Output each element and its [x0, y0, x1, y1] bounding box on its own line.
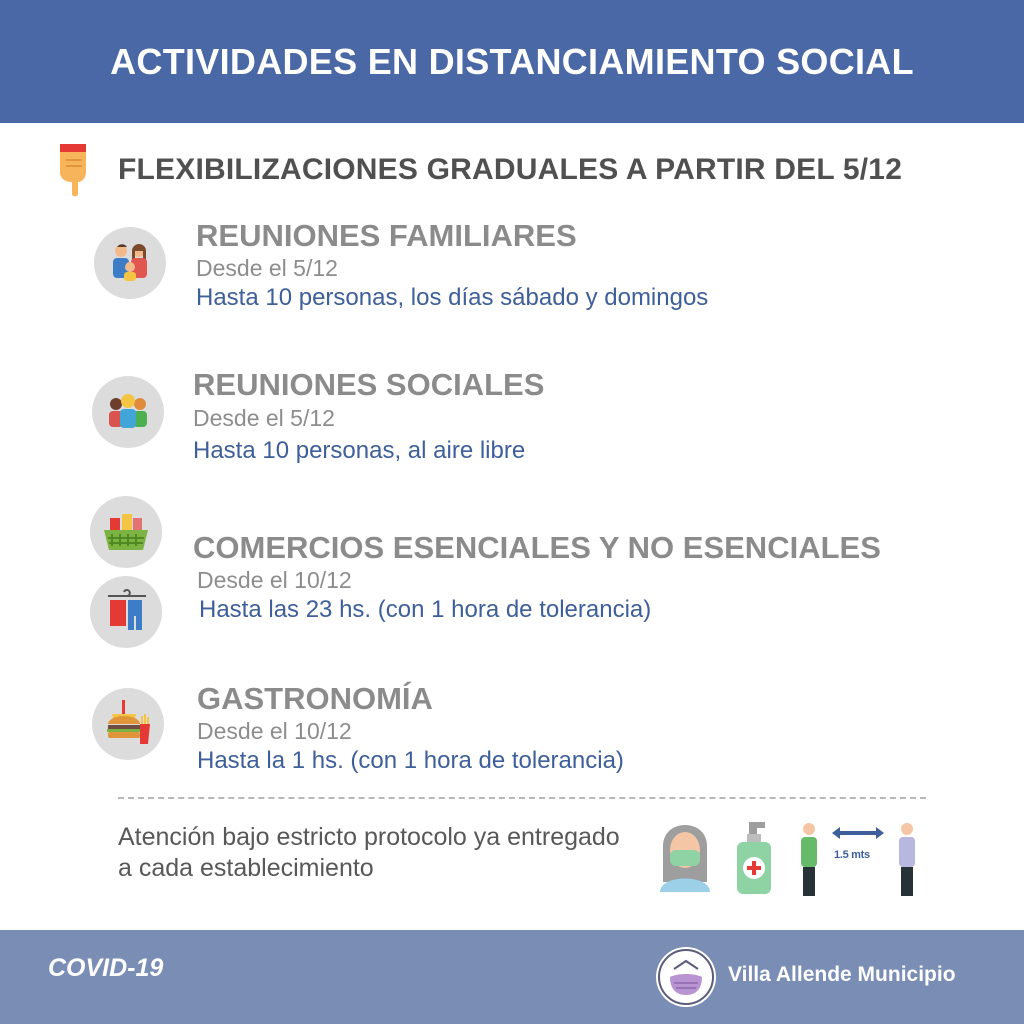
distance-arrow-icon	[830, 826, 886, 840]
section-detail: Hasta las 23 hs. (con 1 hora de tolerancia)	[199, 596, 652, 623]
fast-food-icon	[102, 698, 154, 750]
section-title: COMERCIOS ESENCIALES Y NO ESENCIALES	[193, 530, 881, 565]
section-detail: Hasta la 1 hs. (con 1 hora de tolerancia)	[197, 747, 624, 774]
sanitizer-bottle-icon	[735, 822, 775, 894]
person-icon	[896, 822, 918, 896]
clothing-icon-badge	[90, 576, 162, 648]
header-banner	[0, 0, 1024, 123]
person-icon	[798, 822, 820, 896]
subtitle-row	[56, 142, 902, 198]
masked-person-icon	[658, 812, 712, 892]
shopping-basket-icon	[100, 506, 152, 558]
section-title: REUNIONES SOCIALES	[193, 367, 545, 402]
section-since: Desde el 10/12	[197, 567, 352, 593]
page-title: ACTIVIDADES EN DISTANCIAMIENTO SOCIAL	[110, 40, 914, 82]
section-since: Desde el 5/12	[193, 405, 335, 431]
section-comercios	[193, 531, 881, 625]
section-reuniones-familiares	[196, 219, 708, 313]
dashed-divider	[118, 797, 926, 799]
distance-label: 1.5 mts	[834, 849, 870, 861]
section-since: Desde el 5/12	[196, 255, 338, 281]
subtitle: FLEXIBILIZACIONES GRADUALES A PARTIR DEL 5/12	[118, 153, 903, 186]
section-since: Desde el 10/12	[197, 718, 352, 744]
protocol-notice: Atención bajo estricto protocolo ya entregado a cada establecimiento	[118, 823, 620, 882]
group-icon	[102, 386, 154, 438]
section-detail: Hasta 10 personas, los días sábado y domingos	[196, 284, 709, 311]
municipality-logo	[656, 947, 716, 1007]
section-title: GASTRONOMÍA	[197, 681, 433, 716]
section-title: REUNIONES FAMILIARES	[196, 218, 577, 253]
section-detail: Hasta 10 personas, al aire libre	[193, 437, 526, 464]
group-icon-badge	[92, 376, 164, 448]
pointing-hand-icon	[56, 142, 96, 198]
clothing-icon	[100, 586, 152, 638]
section-gastronomia	[197, 682, 624, 776]
municipality-logo-icon	[656, 947, 716, 1007]
shopping-basket-icon-badge	[90, 496, 162, 568]
family-icon-badge	[94, 227, 166, 299]
covid-tag: COVID-19	[48, 954, 164, 982]
family-icon	[104, 237, 156, 289]
municipality-name: Villa Allende Municipio	[728, 963, 956, 986]
fast-food-icon-badge	[92, 688, 164, 760]
section-reuniones-sociales	[193, 368, 544, 466]
